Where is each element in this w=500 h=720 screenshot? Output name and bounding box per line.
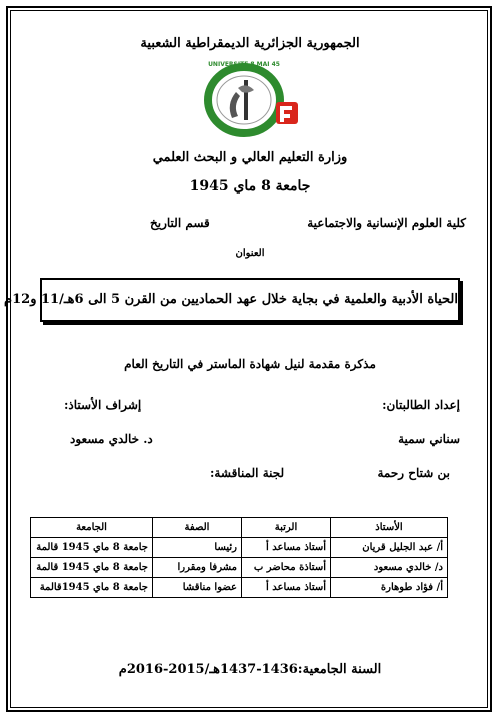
table-row <box>31 538 448 558</box>
cell-role: عضوا مناقشا <box>153 578 242 598</box>
department-name: قسم التاريخ <box>150 216 210 230</box>
university-heading: جامعة 8 ماي 1945 <box>189 178 311 194</box>
table-header-row <box>31 518 448 538</box>
cell-rank: أستاذ مساعد أ <box>242 578 331 598</box>
supervisor-label: إشراف الأستاذ: <box>64 398 142 412</box>
committee-table <box>30 517 448 598</box>
header-university: الجامعة <box>31 518 153 538</box>
republic-heading: الجمهورية الجزائرية الديمقراطية الشعبية <box>140 36 360 51</box>
header-role: الصفة <box>153 518 242 538</box>
cell-professor: أ/ فؤاد طوهارة <box>331 578 448 598</box>
table-row <box>31 558 448 578</box>
committee-label: لجنة المناقشة: <box>210 466 285 480</box>
student-name-1: سناني سمية <box>398 432 460 446</box>
cell-university: جامعة 8 ماي 1945 قالمة <box>31 538 153 558</box>
logo-text: UNIVERSITE 8 MAI 45 <box>208 61 280 68</box>
cell-rank: أستاذة محاضر ب <box>242 558 331 578</box>
title-label: العنوان <box>235 248 265 259</box>
cell-university: جامعة 8 ماي 1945 قالمة <box>31 558 153 578</box>
cell-professor: أ/ عبد الجليل قريان <box>331 538 448 558</box>
cell-rank: أستاذ مساعد أ <box>242 538 331 558</box>
student-name-2: بن شتاح رحمة <box>377 466 450 480</box>
cell-professor: د/ خالدي مسعود <box>331 558 448 578</box>
thesis-description: مذكرة مقدمة لنيل شهادة الماستر في التاريخ العام <box>124 357 376 371</box>
students-label: إعداد الطالبتان: <box>382 398 460 412</box>
thesis-title: الحياة الأدبية والعلمية في بجاية خلال عهد الحماديين من القرن 5 الى 6هـ/11 و12م <box>4 292 458 307</box>
faculty-name: كلية العلوم الإنسانية والاجتماعية <box>307 216 466 230</box>
cell-role: مشرفا ومقررا <box>153 558 242 578</box>
academic-year: السنة الجامعية:1436-1437هـ/2015-2016م <box>118 662 382 677</box>
cell-university: جامعة 8 ماي 1945قالمة <box>31 578 153 598</box>
header-rank: الرتبة <box>242 518 331 538</box>
ministry-heading: وزارة التعليم العالي و البحث العلمي <box>152 150 348 165</box>
thesis-title-box <box>4 278 460 322</box>
university-logo-icon <box>192 52 302 144</box>
supervisor-name: د. خالدي مسعود <box>70 432 153 446</box>
header-professor: الأستاذ <box>331 518 448 538</box>
table-row <box>31 578 448 598</box>
cell-role: رئيسا <box>153 538 242 558</box>
